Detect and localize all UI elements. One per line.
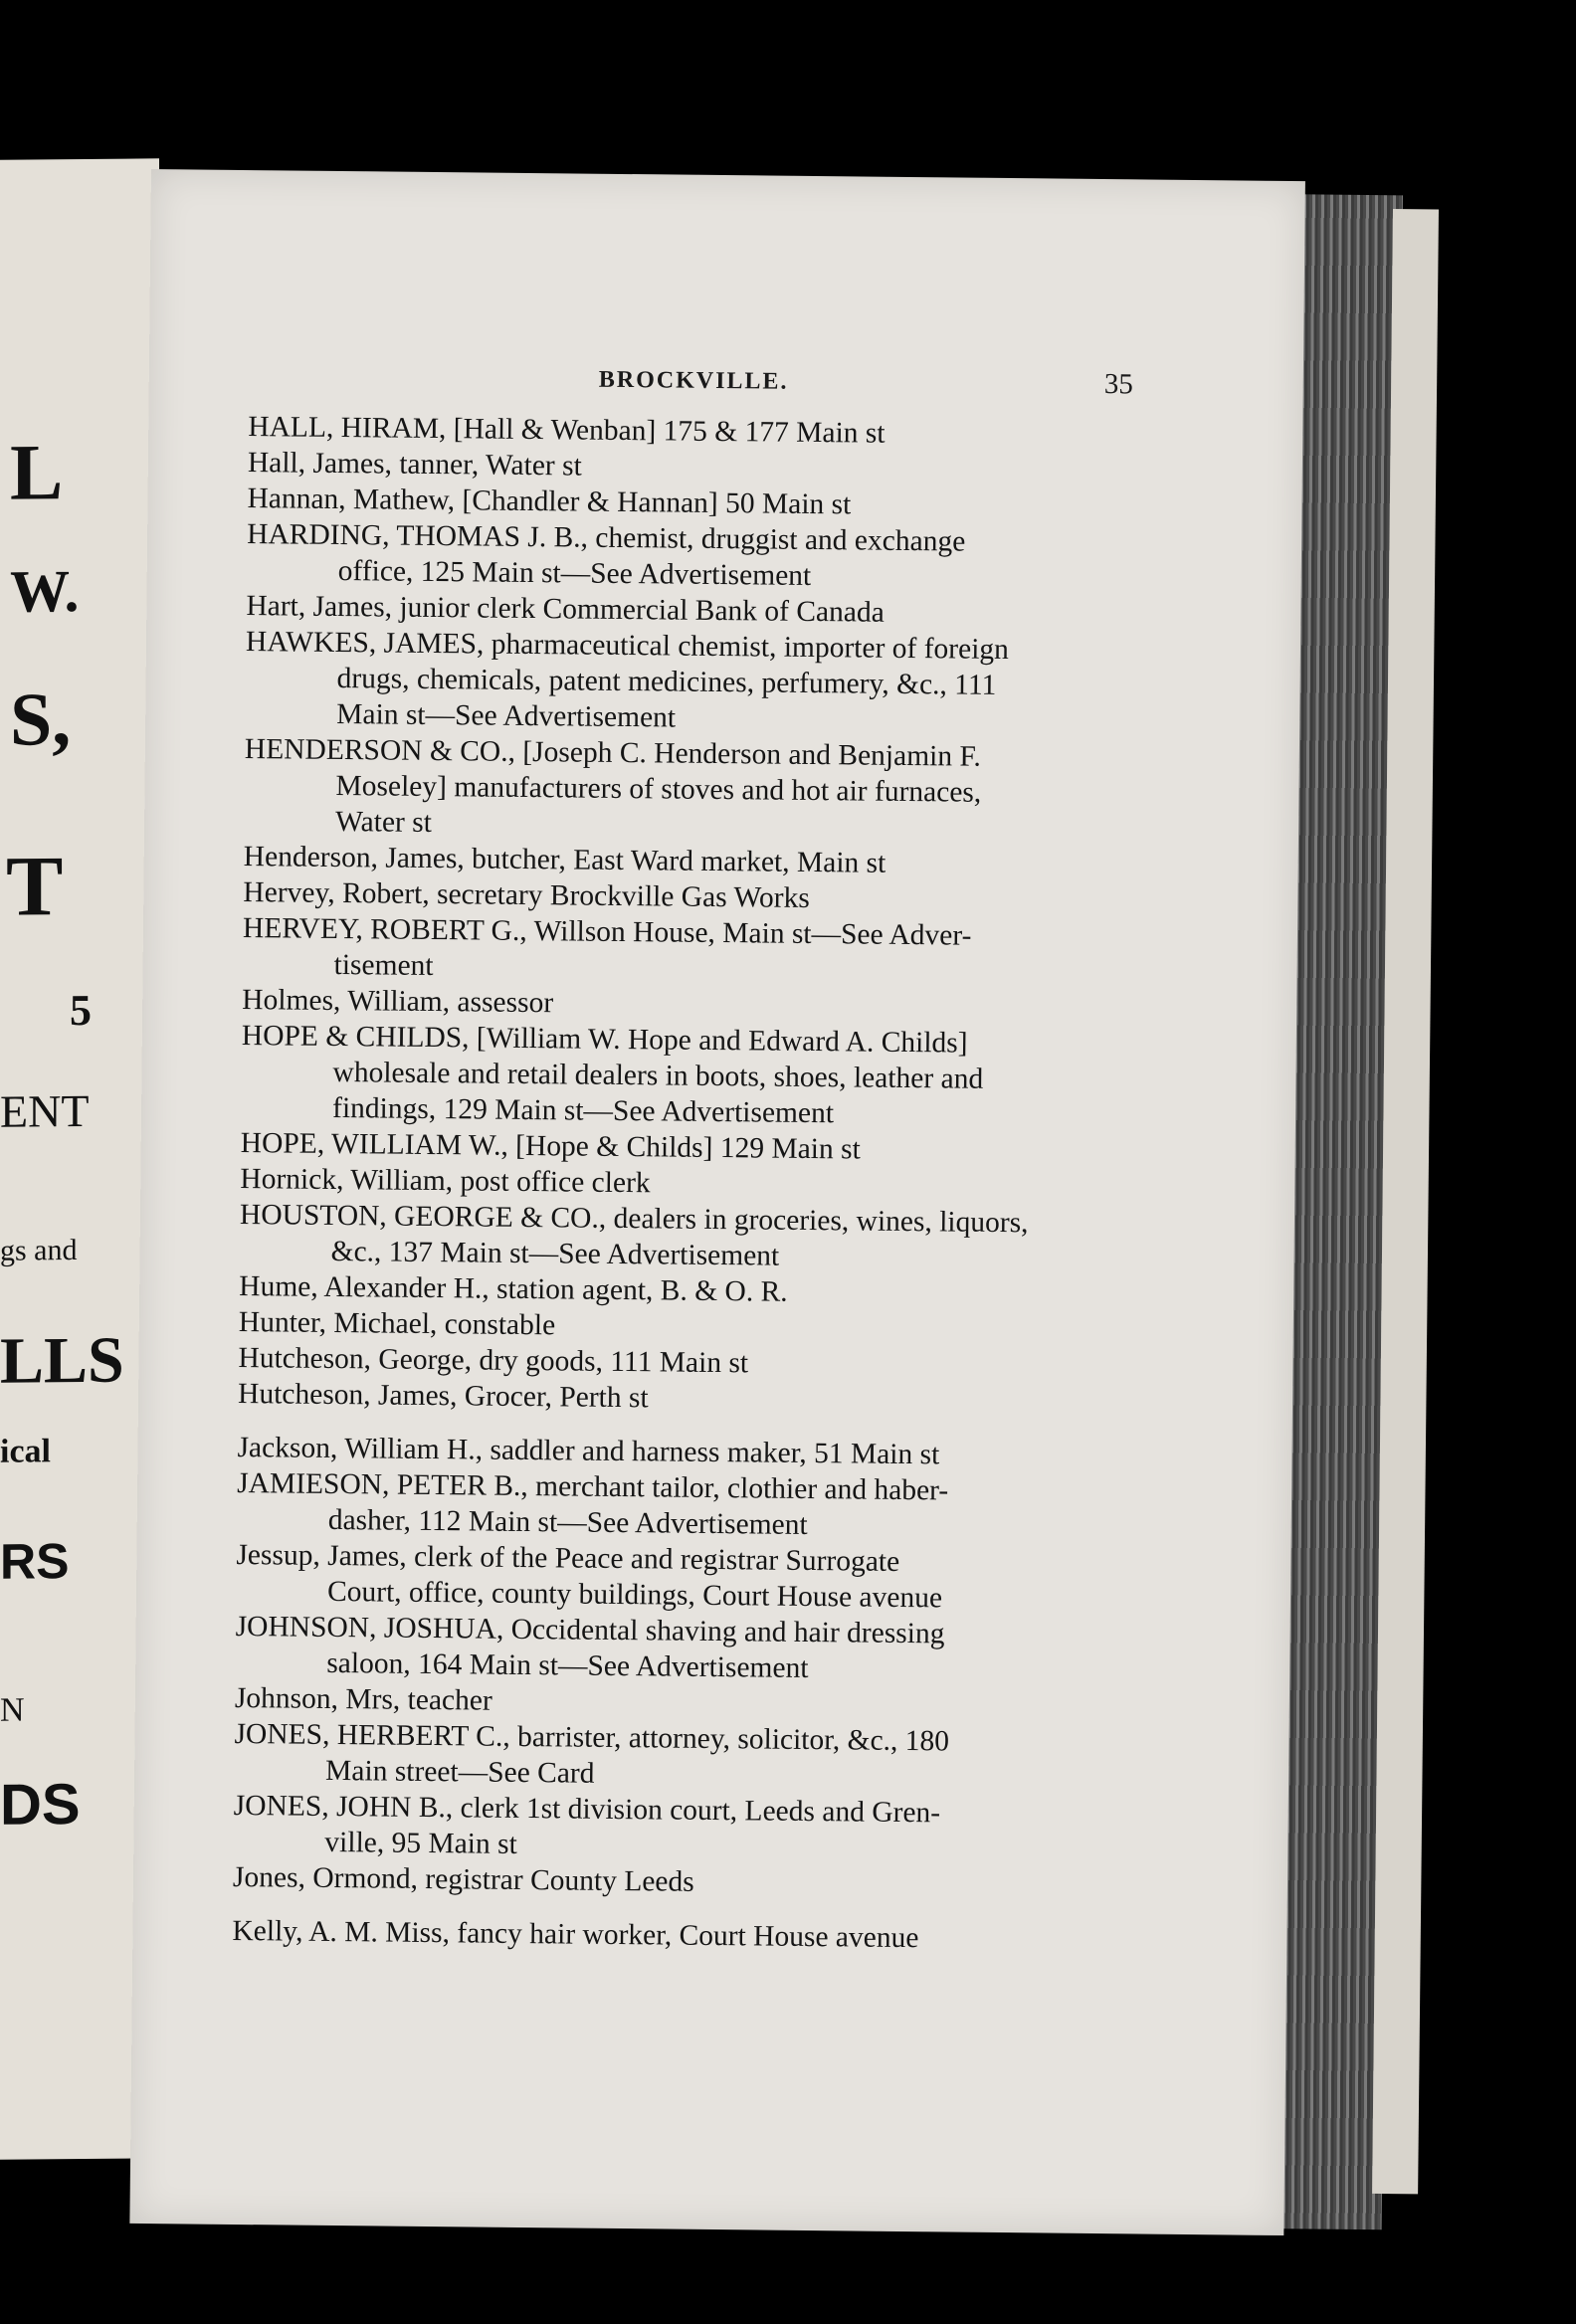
- entry-continuation-line: saloon, 164 Main st—See Advertisement: [326, 1646, 809, 1684]
- directory-entry: [242, 910, 1210, 992]
- entry-continuation-line: Main st—See Advertisement: [336, 697, 677, 734]
- entry-first-line: HOPE & CHILDS, [William W. Hope and Edward A. Childs]: [241, 1020, 968, 1060]
- facing-fragment: 5: [70, 985, 92, 1036]
- directory-entry: [237, 1465, 1205, 1547]
- directory-entry: [232, 1913, 1199, 1959]
- entry-first-line: JONES, JOHN B., clerk 1st division court, Leeds and Gren-: [233, 1789, 941, 1830]
- page-number: 35: [1103, 368, 1133, 401]
- entry-continuation-line: drugs, chemicals, patent medicines, perfumery, &c., 111: [336, 662, 997, 701]
- entry-first-line: HOPE, WILLIAM W., [Hope & Childs] 129 Main st: [240, 1126, 861, 1166]
- entry-first-line: JOHNSON, JOSHUA, Occidental shaving and hair dressing: [235, 1610, 945, 1650]
- entry-continuation-line: findings, 129 Main st—See Advertisement: [331, 1091, 835, 1130]
- entry-first-line: Hutcheson, George, dry goods, 111 Main st: [238, 1341, 749, 1380]
- entry-first-line: HERVEY, ROBERT G., Willson House, Main st—See Adver-: [242, 912, 972, 952]
- entry-first-line: Henderson, James, butcher, East Ward market, Main st: [243, 841, 886, 879]
- facing-fragment: W.: [10, 558, 80, 625]
- directory-entry: [236, 1537, 1204, 1619]
- facing-fragment: L: [10, 429, 64, 517]
- directory-entry: [233, 1788, 1201, 1869]
- entry-first-line: Hall, James, tanner, Water st: [247, 447, 582, 483]
- entry-first-line: HALL, HIRAM, [Hall & Wenban] 175 & 177 Main st: [248, 411, 886, 450]
- facing-fragment: DS: [0, 1771, 81, 1838]
- directory-entry: [234, 1716, 1202, 1798]
- entry-continuation-line: tisement: [333, 948, 434, 983]
- entry-continuation-line: Court, office, county buildings, Court House avenue: [326, 1575, 943, 1615]
- entry-continuation-line: Main street—See Card: [324, 1754, 595, 1790]
- entry-continuation-line: wholesale and retail dealers in boots, shoes, leather and: [332, 1056, 984, 1095]
- facing-fragment: ENT: [0, 1084, 90, 1137]
- facing-fragment: T: [6, 838, 64, 934]
- entry-first-line: Hunter, Michael, constable: [238, 1305, 556, 1342]
- entry-first-line: Hume, Alexander H., station agent, B. & O. R.: [239, 1269, 788, 1308]
- directory-entry: [241, 1018, 1209, 1135]
- directory-entry: [245, 624, 1213, 741]
- entry-first-line: Jones, Ormond, registrar County Leeds: [232, 1860, 694, 1898]
- directory-entry: [247, 516, 1215, 598]
- entry-first-line: Kelly, A. M. Miss, fancy hair worker, Court House avenue: [232, 1914, 919, 1955]
- entry-continuation-line: dasher, 112 Main st—See Advertisement: [327, 1503, 808, 1541]
- entry-continuation-line: ville, 95 Main st: [324, 1826, 517, 1860]
- entry-continuation-line: Moseley] manufacturers of stoves and hot air furnaces,: [335, 769, 982, 809]
- entry-first-line: HENDERSON & CO., [Joseph C. Henderson and Benjamin F.: [244, 733, 982, 773]
- entry-first-line: Hutcheson, James, Grocer, Perth st: [237, 1377, 649, 1415]
- entry-first-line: JAMIESON, PETER B., merchant tailor, clothier and haber-: [237, 1466, 949, 1507]
- entry-first-line: Jessup, James, clerk of the Peace and registrar Surrogate: [236, 1538, 900, 1578]
- directory-entry: [244, 731, 1212, 849]
- directory-page: [129, 169, 1305, 2235]
- facing-fragment: N: [0, 1691, 25, 1729]
- facing-fragment: RS: [0, 1533, 70, 1590]
- entry-first-line: Hervey, Robert, secretary Brockville Gas Works: [243, 876, 810, 914]
- entry-first-line: Hornick, William, post office clerk: [240, 1162, 651, 1200]
- entry-first-line: HOUSTON, GEORGE & CO., dealers in groceries, wines, liquors,: [239, 1198, 1029, 1240]
- entry-first-line: Hannan, Mathew, [Chandler & Hannan] 50 Main st: [247, 483, 852, 521]
- entry-first-line: Jackson, William H., saddler and harness maker, 51 Main st: [237, 1431, 940, 1471]
- entry-first-line: HARDING, THOMAS J. B., chemist, druggist and exchange: [246, 518, 966, 558]
- entry-continuation-line: &c., 137 Main st—See Advertisement: [330, 1235, 780, 1272]
- entry-first-line: Johnson, Mrs, teacher: [234, 1681, 492, 1717]
- directory-entry: [239, 1197, 1207, 1278]
- entry-first-line: HAWKES, JAMES, pharmaceutical chemist, importer of foreign: [245, 626, 1010, 667]
- entry-first-line: Holmes, William, assessor: [242, 984, 554, 1020]
- entry-first-line: Hart, James, junior clerk Commercial Bank of Canada: [246, 590, 885, 629]
- facing-fragment: S,: [10, 678, 72, 762]
- facing-fragment: gs and: [0, 1234, 78, 1267]
- facing-fragment: LLS: [0, 1323, 124, 1398]
- page-header: [149, 356, 1303, 408]
- entry-first-line: JONES, HERBERT C., barrister, attorney, solicitor, &c., 180: [234, 1717, 950, 1758]
- directory-entries: [132, 408, 1302, 1960]
- entry-continuation-line: office, 125 Main st—See Advertisement: [337, 554, 812, 592]
- facing-fragment: ical: [0, 1433, 51, 1470]
- entry-continuation-line: Water st: [334, 805, 433, 839]
- running-head: BROCKVILLE.: [598, 366, 789, 395]
- directory-entry: [235, 1609, 1203, 1690]
